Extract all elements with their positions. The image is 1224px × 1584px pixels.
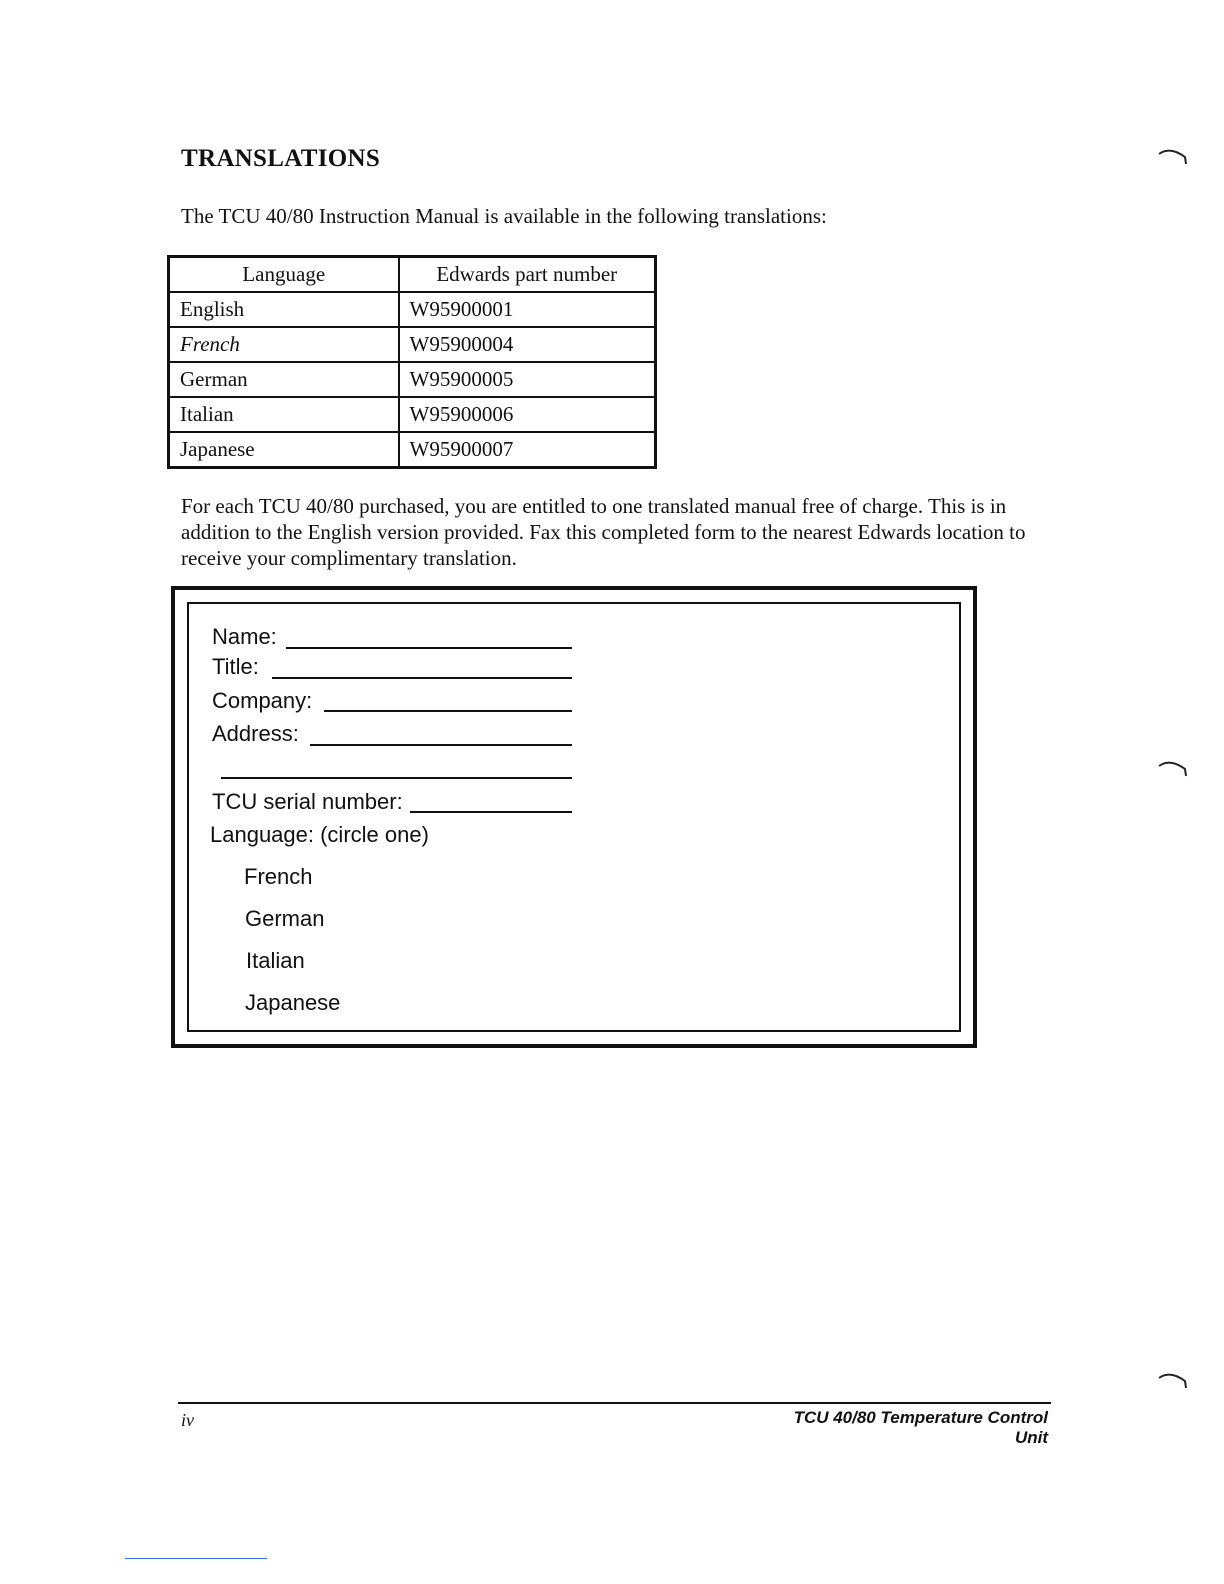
- intro-paragraph: The TCU 40/80 Instruction Manual is available in the following translations:: [181, 204, 827, 228]
- part-number-cell: W95900001: [399, 292, 656, 327]
- part-number-cell: W95900005: [399, 362, 656, 397]
- title-field[interactable]: [272, 677, 572, 679]
- name-field[interactable]: [286, 647, 572, 649]
- footer-document-title: TCU 40/80 Temperature Control Unit: [793, 1408, 1048, 1447]
- entitlement-paragraph: For each TCU 40/80 purchased, you are entitled to one translated manual free of charge. This is in addition to the English version provided. Fax this completed form to the nearest Edwards location to receive your complimentary translation.: [181, 494, 1026, 570]
- bottom-edge-line: [125, 1558, 267, 1559]
- language-option-french[interactable]: French: [244, 864, 313, 889]
- title-label: Title:: [212, 654, 259, 679]
- language-cell: Italian: [169, 397, 399, 432]
- company-field[interactable]: [324, 710, 572, 712]
- column-header-language: Language: [169, 257, 399, 293]
- serial-number-label: TCU serial number:: [212, 789, 403, 814]
- language-cell: Japanese: [169, 432, 399, 468]
- punch-hole-mark-icon: [1158, 148, 1188, 166]
- language-choice-label: Language: (circle one): [210, 822, 429, 847]
- address-label: Address:: [212, 721, 299, 746]
- table-header-row: [169, 257, 656, 293]
- footer-rule: [178, 1402, 1051, 1404]
- language-option-italian[interactable]: Italian: [246, 948, 305, 973]
- language-option-japanese[interactable]: Japanese: [245, 990, 341, 1015]
- column-header-part-number: Edwards part number: [399, 257, 656, 293]
- company-label: Company:: [212, 688, 313, 713]
- table-row: [169, 327, 656, 362]
- language-cell: French: [169, 327, 399, 362]
- page-heading: TRANSLATIONS: [181, 145, 381, 172]
- punch-hole-mark-icon: [1158, 760, 1188, 778]
- part-number-cell: W95900004: [399, 327, 656, 362]
- address-field[interactable]: [310, 744, 572, 746]
- language-option-german[interactable]: German: [245, 906, 325, 931]
- table-row: [169, 397, 656, 432]
- translations-table: [167, 255, 657, 469]
- punch-hole-mark-icon: [1158, 1372, 1188, 1390]
- address-field-line-2[interactable]: [221, 777, 572, 779]
- serial-number-field[interactable]: [410, 811, 572, 813]
- part-number-cell: W95900007: [399, 432, 656, 468]
- request-form: [171, 586, 977, 1048]
- table-row: [169, 292, 656, 327]
- table-row: [169, 362, 656, 397]
- table-row: [169, 432, 656, 468]
- language-cell: English: [169, 292, 399, 327]
- language-cell: German: [169, 362, 399, 397]
- page-number: iv: [181, 1410, 194, 1430]
- name-label: Name:: [212, 624, 277, 649]
- part-number-cell: W95900006: [399, 397, 656, 432]
